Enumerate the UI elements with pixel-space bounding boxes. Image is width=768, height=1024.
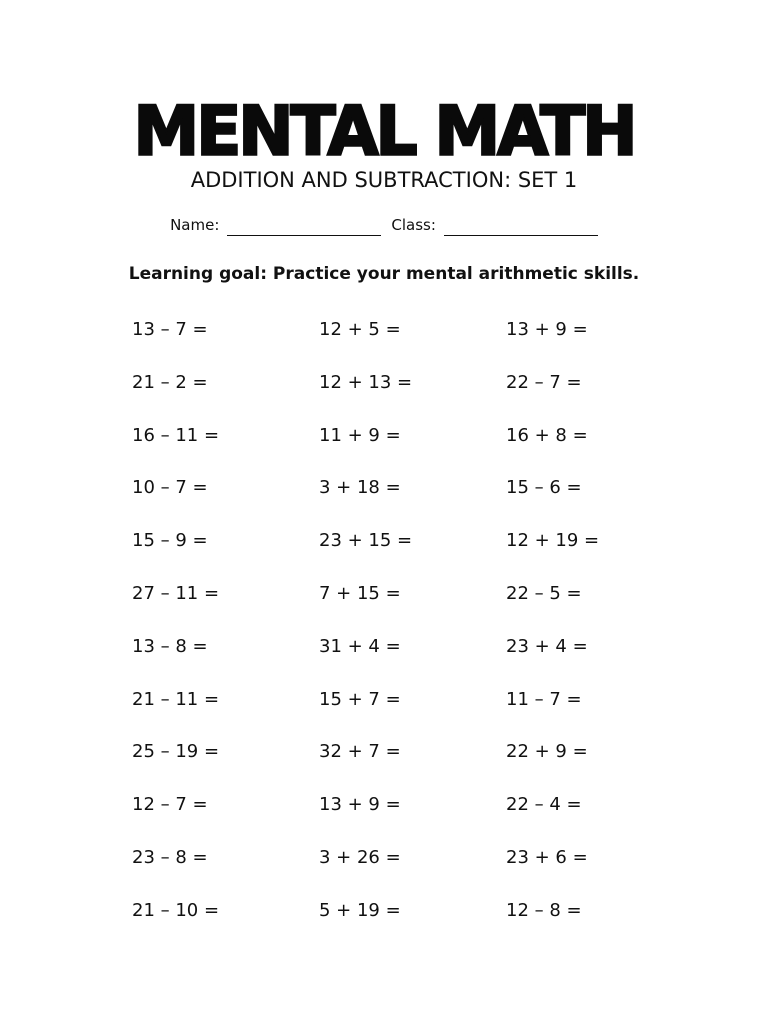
math-problem: 32 + 7 = — [319, 741, 401, 763]
math-problem: 13 – 8 = — [132, 635, 208, 657]
math-problem: 7 + 15 = — [319, 582, 401, 604]
math-problem: 12 + 13 = — [319, 371, 413, 393]
class-label: Class: — [391, 216, 436, 234]
class-field[interactable] — [444, 217, 598, 236]
math-problem: 12 + 5 = — [319, 319, 401, 340]
problem-grid — [132, 317, 692, 951]
math-problem: 23 + 15 = — [319, 530, 413, 552]
math-problem: 15 – 6 = — [506, 477, 582, 499]
math-problem: 23 – 8 = — [132, 846, 208, 868]
math-problem: 3 + 26 = — [319, 846, 401, 868]
math-problem: 16 + 8 = — [506, 424, 588, 446]
math-problem: 10 – 7 = — [132, 477, 208, 499]
math-problem: 13 – 7 = — [132, 319, 208, 340]
math-problem: 12 – 7 = — [132, 794, 208, 816]
math-problem: 31 + 4 = — [319, 635, 401, 657]
math-problem: 22 + 9 = — [506, 741, 588, 763]
math-problem: 12 – 8 = — [506, 899, 582, 921]
learning-goal: Learning goal: Practice your mental arithmetic skills. — [128, 264, 640, 284]
math-problem: 13 + 9 = — [319, 794, 401, 816]
math-problem: 15 + 7 = — [319, 688, 401, 710]
name-class-row — [0, 214, 768, 236]
math-problem: 22 – 5 = — [506, 582, 582, 604]
page-title: MENTAL MATH — [133, 92, 635, 171]
math-problem: 16 – 11 = — [132, 424, 220, 446]
math-problem: 15 – 9 = — [132, 530, 208, 552]
math-problem: 22 – 7 = — [506, 371, 582, 393]
math-problem: 23 + 6 = — [506, 846, 588, 868]
name-label: Name: — [170, 216, 220, 234]
math-problem: 11 + 9 = — [319, 424, 401, 446]
math-problem: 23 + 4 = — [506, 635, 588, 657]
math-problem: 12 + 19 = — [506, 530, 600, 552]
math-problem: 5 + 19 = — [319, 899, 401, 921]
math-problem: 13 + 9 = — [506, 319, 588, 340]
math-problem: 27 – 11 = — [132, 582, 220, 604]
math-problem: 21 – 11 = — [132, 688, 220, 710]
math-problem: 25 – 19 = — [132, 741, 220, 763]
name-field[interactable] — [227, 217, 381, 236]
math-problem: 3 + 18 = — [319, 477, 401, 499]
math-problem: 11 – 7 = — [506, 688, 582, 710]
page-subtitle: ADDITION AND SUBTRACTION: SET 1 — [190, 168, 578, 192]
math-problem: 22 – 4 = — [506, 794, 582, 816]
math-problem: 21 – 10 = — [132, 899, 220, 921]
math-problem: 21 – 2 = — [132, 371, 208, 393]
